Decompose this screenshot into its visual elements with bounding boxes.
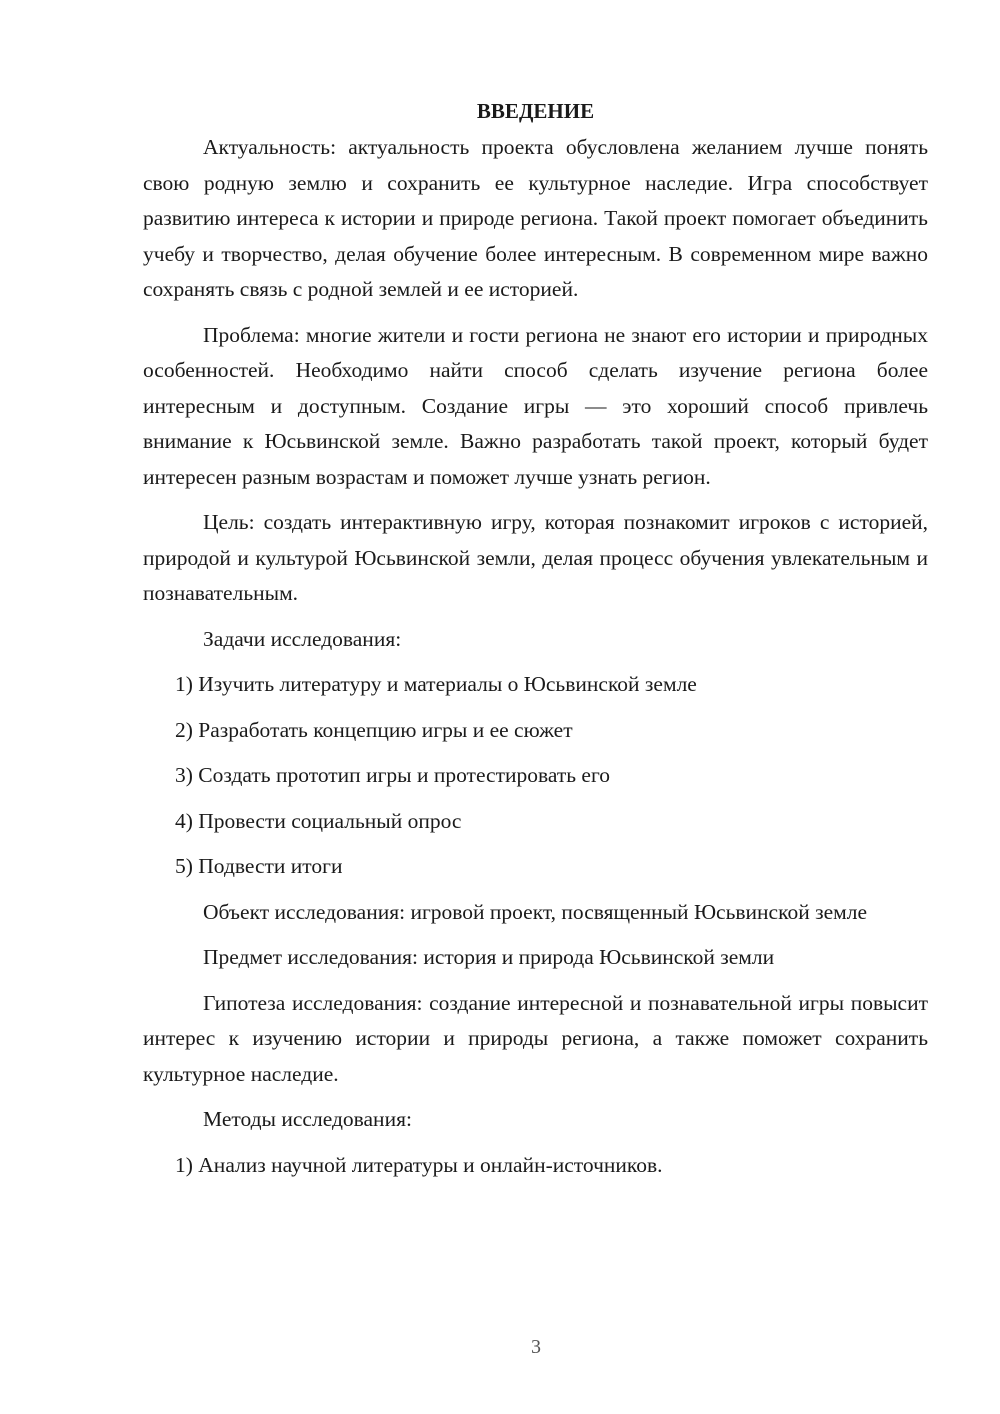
- object-paragraph: Объект исследования: игровой проект, посвященный Юсьвинской земле: [203, 899, 867, 924]
- tasks-heading: Задачи исследования:: [203, 626, 402, 651]
- methods-list: [143, 1148, 928, 1184]
- methods-heading: Методы исследования:: [203, 1107, 412, 1131]
- relevance-paragraph: Актуальность: актуальность проекта обусловлена желанием лучше понять свою родную землю и сохранить ее культурное наследие. Игра способствует развитию интереса к истории и природе региона. Такой проект помогает объединить учебу и творчество, делая обучение более интересным. В современном мире важно сохранять связь с родной землей и ее историей.: [143, 135, 928, 301]
- subject-paragraph: Предмет исследования: история и природа Юсьвинской земли: [203, 945, 775, 969]
- page-number: 3: [531, 1336, 541, 1358]
- list-item: 1) Анализ научной литературы и онлайн-источников.: [175, 1152, 663, 1177]
- problem-paragraph: Проблема: многие жители и гости региона не знают его истории и природных особенностей. Необходимо найти способ сделать изучение региона более интересным и доступным. Создание игры — это хороший способ привлечь внимание к Юсьвинской земле. Важно разработать такой проект, который будет интересен разным возрастам и поможет лучше узнать регион.: [143, 322, 928, 489]
- list-item: 1) Изучить литературу и материалы о Юсьвинской земле: [175, 672, 697, 696]
- list-item: 4) Провести социальный опрос: [175, 808, 462, 833]
- page-title: ВВЕДЕНИЕ: [476, 99, 595, 123]
- goal-paragraph: Цель: создать интерактивную игру, которая познакомит игроков с историей, природой и культурой Юсьвинской земли, делая процесс обучения увлекательным и познавательным.: [143, 510, 928, 605]
- list-item: 5) Подвести итоги: [175, 854, 343, 878]
- tasks-list: [143, 667, 928, 885]
- document-page: [143, 96, 928, 1193]
- list-item: 3) Создать прототип игры и протестировать его: [175, 763, 610, 787]
- list-item: 2) Разработать концепцию игры и ее сюжет: [175, 717, 573, 742]
- hypothesis-paragraph: Гипотеза исследования: создание интересной и познавательной игры повысит интерес к изучению истории и природы региона, а также поможет сохранить культурное наследие.: [143, 990, 928, 1086]
